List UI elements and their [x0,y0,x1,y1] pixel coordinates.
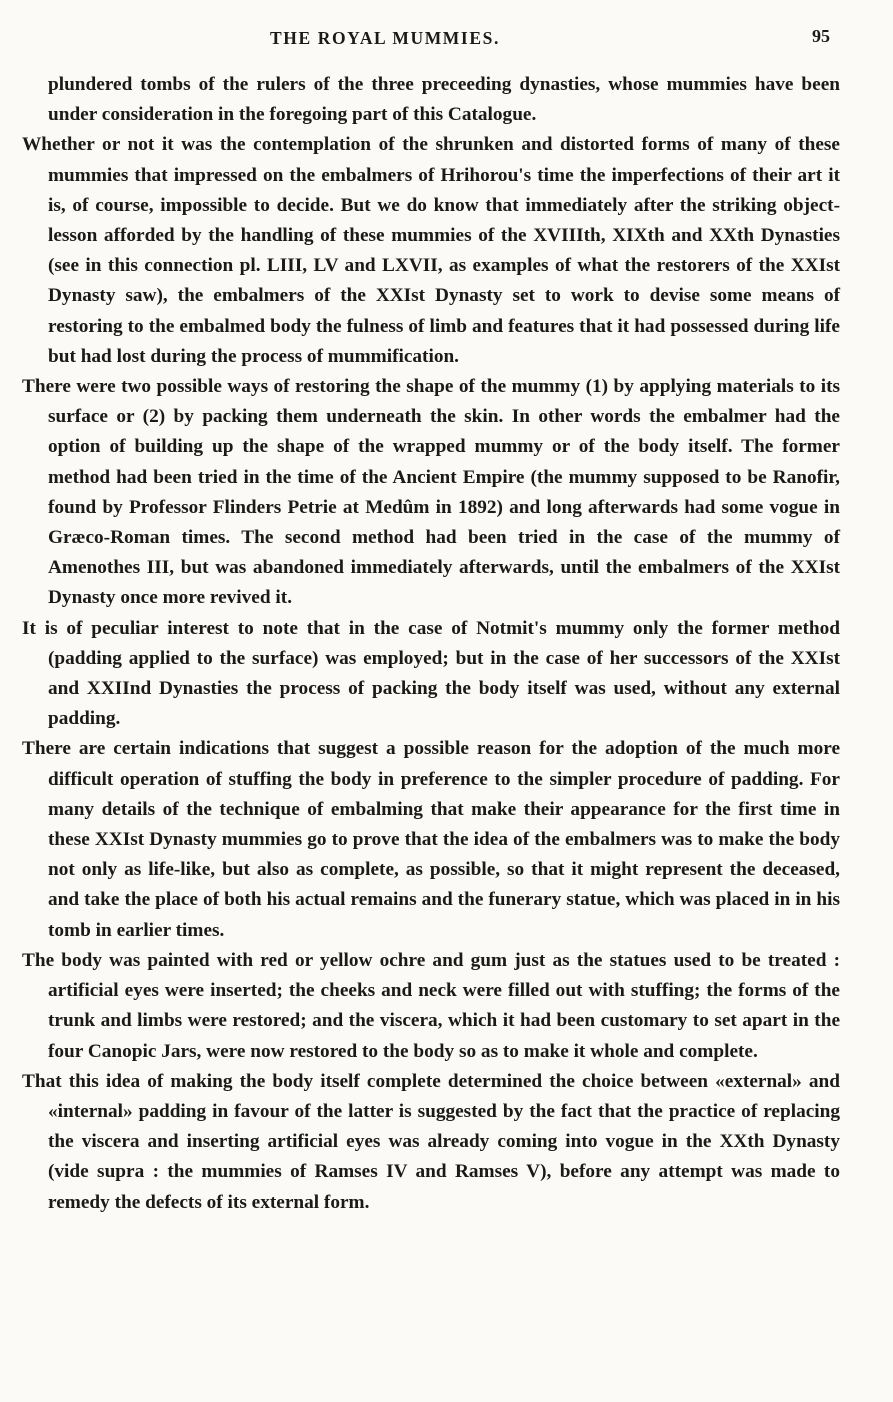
body-text [22,70,840,1218]
paragraph: That this idea of making the body itself complete determined the choice between «external» and «internal» padding in favour of the latter is suggested by the fact that the practice of replacing the viscera and inserting artificial eyes was already coming into vogue in the XXth Dynasty (vide supra : the mummies of Ramses IV and Ramses V), before any attempt was made to remedy the defects of its external form. [22,1070,840,1213]
page-header [0,22,893,52]
paragraph: There are certain indications that suggest a possible reason for the adoption of the much more difficult operation of stuffing the body in preference to the simpler procedure of padding. For many details of the technique of embalming that make their appearance for the first time in these XXIst Dynasty mummies go to prove that the idea of the embalmers was to make the body not only as life-like, but also as complete, as possible, so that it might represent the deceased, and take the place of both his actual remains and the funerary statue, which was placed in in his tomb in earlier times. [22,738,840,941]
running-title: THE ROYAL MUMMIES. [270,28,500,48]
page-number: 95 [812,26,830,46]
paragraph: There were two possible ways of restoring the shape of the mummy (1) by applying materials to its surface or (2) by packing them underneath the skin. In other words the embalmer had the option of building up the shape of the wrapped mummy or of the body itself. The former method had been tried in the time of the Ancient Empire (the mummy supposed to be Ranofir, found by Professor Flinders Petrie at Medûm in 1892) and long afterwards had some vogue in Græco-Roman times. The second method had been tried in the case of the mummy of Amenothes III, but was abandoned immediately afterwards, until the embalmers of the XXIst Dynasty once more revived it. [22,376,840,609]
paragraph: The body was painted with red or yellow ochre and gum just as the statues used to be treated : artificial eyes were inserted; the cheeks and neck were filled out with stuffing; the forms of the trunk and limbs were restored; and the viscera, which it had been customary to set apart in the four Canopic Jars, were now restored to the body so as to make it whole and complete. [22,949,840,1062]
paragraph: Whether or not it was the contemplation of the shrunken and distorted forms of many of these mummies that impressed on the embalmers of Hrihorou's time the imperfections of their art it is, of course, impossible to decide. But we do know that immediately after the striking object-lesson afforded by the handling of these mummies of the XVIIIth, XIXth and XXth Dynasties (see in this connection pl. LIII, LV and LXVII, as examples of what the restorers of the XXIst Dynasty saw), the embalmers of the XXIst Dynasty set to work to devise some means of restoring to the embalmed body the fulness of limb and features that it had possessed during life but had lost during the process of mummification. [22,134,840,367]
paragraph: It is of peculiar interest to note that in the case of Notmit's mummy only the former method (padding applied to the surface) was employed; but in the case of her successors of the XXIst and XXIInd Dynasties the process of packing the body itself was used, without any external padding. [22,617,840,730]
paragraph-continued: plundered tombs of the rulers of the three preceeding dynasties, whose mummies have been under consideration in the foregoing part of this Catalogue. [48,74,840,126]
